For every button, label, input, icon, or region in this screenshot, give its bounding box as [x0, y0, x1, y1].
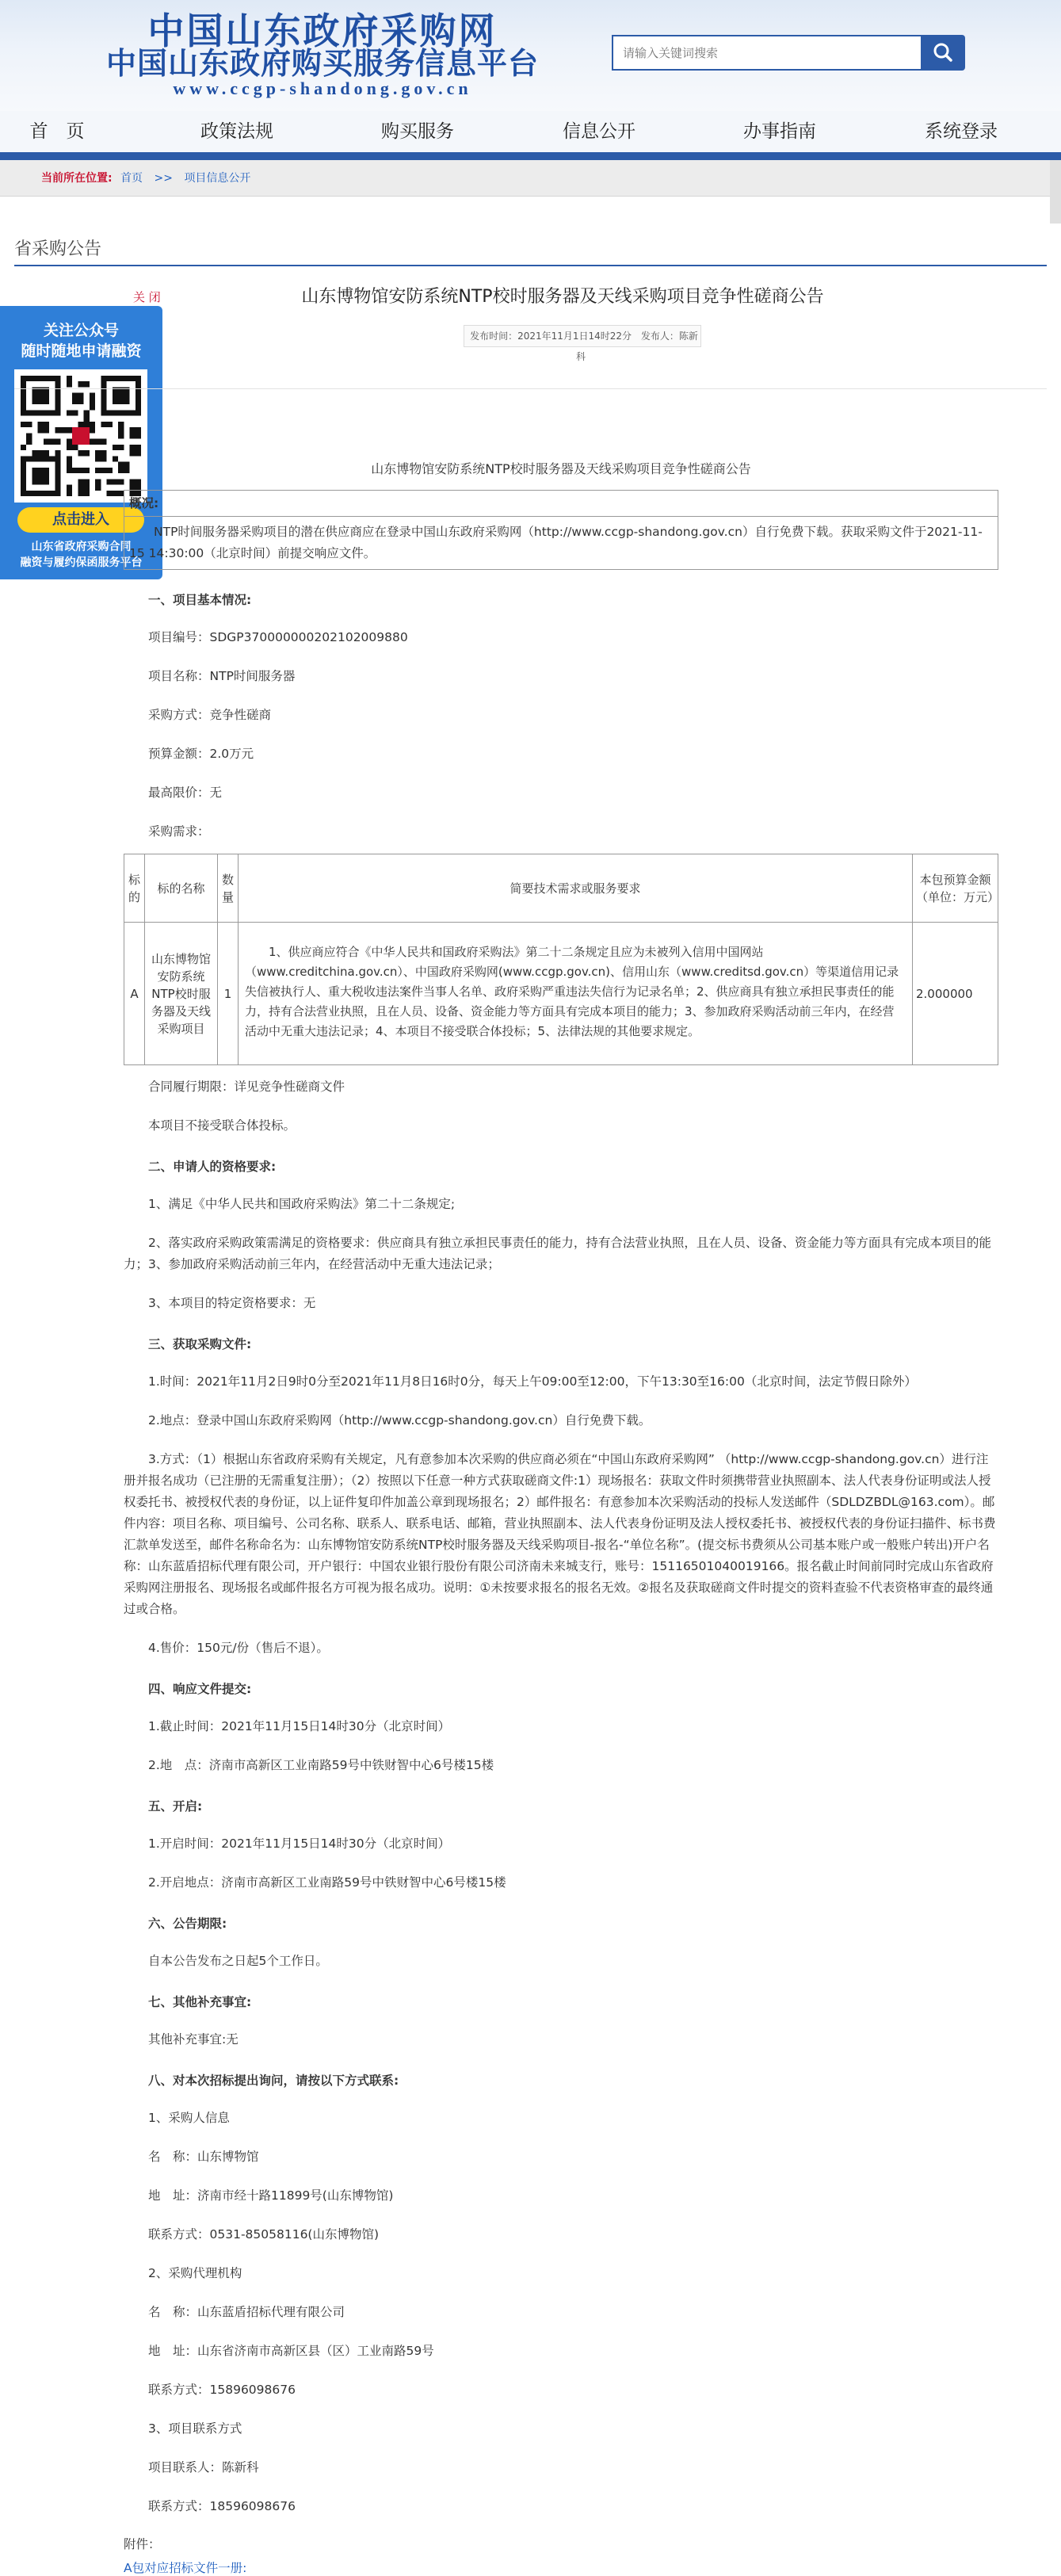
publisher: 发布人：陈新科 [575, 331, 698, 362]
qr-title-line2: 随时随地申请融资 [21, 342, 142, 360]
submit-place: 2.地 点：济南市高新区工业南路59号中铁财智中心6号楼15楼 [148, 1758, 494, 1772]
table-row [124, 923, 998, 1065]
breadcrumb-label: 当前所在位置: [41, 172, 113, 185]
close-qr-panel-link[interactable]: 关 闭 [133, 290, 161, 304]
buyer-contact: 联系方式：0531-85058116(山东博物馆) [148, 2227, 380, 2242]
site-logo[interactable] [89, 11, 556, 98]
scrollbar[interactable] [1050, 160, 1061, 224]
breadcrumb-bar [0, 160, 1050, 197]
table-cell-desc: 1、供应商应符合《中华人民共和国政府采购法》第二十二条规定且应为未被列入信用中国网站（www.creditchina.gov.cn）、中国政府采购网(www.ccgp.gov.cn)、信用山东（www.creditsd.gov.cn）等渠道信用记录失信被执行人、重大税收违法案件当事人名单、政府采购严重违法失信行为记录名单；2、供应商具有独立承担民事责任的能力，持有合法营业执照，且在人员、设备、资金能力等方面具有完成本项目的能力；3、参加政府采购活动前三年内，在经营活动中无重大违法记录；4、本项目不接受联合体投标；5、法律法规的其他要求规定。 [239, 923, 913, 1065]
main-nav [0, 111, 1061, 152]
table-header-desc: 简要技术需求或服务要求 [239, 854, 913, 923]
search-input[interactable] [612, 35, 921, 71]
open-place: 2.开启地点：济南市高新区工业南路59号中铁财智中心6号楼15楼 [148, 1875, 506, 1890]
qualification-1: 1、满足《中华人民共和国政府采购法》第二十二条规定; [148, 1197, 456, 1211]
procurement-method: 采购方式：竞争性磋商 [148, 708, 272, 722]
summary-box [124, 490, 998, 570]
nav-info-public[interactable]: 信息公开 [563, 121, 635, 142]
obtain-time: 1.时间：2021年11月2日9时0分至2021年11月8日16时0分，每天上午09:00至12:00，下午13:30至16:00（北京时间，法定节假日除外） [148, 1374, 917, 1389]
article-body [124, 460, 998, 2576]
article-meta [464, 325, 701, 362]
table-header-row [124, 854, 998, 923]
doc-title: 山东博物馆安防系统NTP校时服务器及天线采购项目竞争性磋商公告 [371, 461, 751, 476]
buyer-info-head: 1、采购人信息 [148, 2111, 230, 2125]
qualification-3: 3、本项目的特定资格要求：无 [148, 1296, 316, 1310]
nav-login[interactable]: 系统登录 [925, 121, 998, 142]
agent-info-head: 2、采购代理机构 [148, 2266, 242, 2280]
section-6-head: 六、公告期限: [148, 1917, 227, 1931]
qr-enter-button[interactable]: 点击进入 [17, 507, 144, 533]
project-contact-person: 项目联系人：陈新科 [148, 2460, 259, 2475]
obtain-method: 3.方式：（1）根据山东省政府采购有关规定，凡有意参加本次采购的供应商必须在“中国山东政府采购网” （http://www.ccgp-shandong.gov.cn）进行注册并报名成功（已注册的无需重复注册）；（2）按照以下任意一种方式获取磋商文件:1）现场报名：获取文件时须携带营业执照副本、法人代表身份证明或法人授权委托书、被授权代表的身份证，以上证件复印件加盖公章到现场报名；2）邮件报名：有意参加本次采购活动的投标人发送邮件（SDLDZBDL@163.com）。邮件内容：项目名称、项目编号、公司名称、联系人、联系电话、邮箱，营业执照副本、法人代表身份证明及法人授权委托书、被授权代表的身份证扫描件、标书费汇款单发送至，邮件名称命名为：山东博物馆安防系统NTP校时服务器及天线采购项目-报名-“单位名称”。(提交标书费须从公司基本账户或一般账户转出)开户名称：山东蓝盾招标代理有限公司，开户银行：中国农业银行股份有限公司济南未来城支行，账号：15116501040019166。报名截止时间前同时完成山东省政府采购网注册报名、现场报名或邮件报名方可视为报名成功。说明：①未按要求报名的报名无效。②报名及获取磋商文件时提交的资料查验不代表资格审查的最终通过或合格。 [124, 1452, 996, 1616]
qr-bottom-line2: 融资与履约保函服务平台 [20, 556, 143, 569]
attachment-label: 附件： [124, 2537, 161, 2551]
qualification-2: 2、落实政府采购政策需满足的资格要求：供应商具有独立承担民事责任的能力，持有合法营业执照，且在人员、设备、资金能力等方面具有完成本项目的能力；3、参加政府采购活动前三年内，在经营活动中无重大违法记录； [124, 1236, 991, 1271]
article-divider [14, 388, 1047, 389]
other-matters: 其他补充事宜:无 [148, 2032, 239, 2047]
section-underline [14, 265, 1047, 266]
notice-period: 自本公告发布之日起5个工作日。 [148, 1954, 328, 1968]
summary-head: 概况: [124, 494, 998, 517]
section-3-head: 三、获取采购文件: [148, 1337, 252, 1351]
publish-time: 发布时间：2021年11月1日14时22分 [470, 331, 632, 342]
table-header-lot: 标的 [124, 854, 145, 923]
buyer-address: 地 址：济南市经十路11899号(山东博物馆) [148, 2188, 394, 2203]
requirements-table [124, 854, 998, 1065]
submit-deadline: 1.截止时间：2021年11月15日14时30分（北京时间） [148, 1719, 451, 1733]
section-2-head: 二、申请人的资格要求: [148, 1160, 277, 1174]
section-title: 省采购公告 [14, 239, 102, 259]
search-icon [921, 35, 965, 71]
summary-body: NTP时间服务器采购项目的潜在供应商应在登录中国山东政府采购网（http://www.ccgp-shandong.gov.cn）自行免费下载。获取采购文件于2021-11-15 14:30:00（北京时间）前提交响应文件。 [129, 525, 983, 560]
qr-title-line1: 关注公众号 [43, 322, 119, 339]
project-number: 项目编号：SDGP370000000202102009880 [148, 630, 408, 644]
table-cell-lot: A [124, 923, 145, 1065]
breadcrumb-separator: >> [154, 172, 173, 185]
agent-name: 名 称：山东蓝盾招标代理有限公司 [148, 2305, 345, 2319]
section-4-head: 四、响应文件提交: [148, 1682, 252, 1696]
section-1-head: 一、项目基本情况: [148, 593, 252, 607]
no-consortium: 本项目不接受联合体投标。 [148, 1118, 296, 1133]
document-price: 4.售价：150元/份（售后不退）。 [148, 1641, 329, 1655]
table-header-name: 标的名称 [145, 854, 218, 923]
max-price: 最高限价：无 [148, 785, 223, 800]
site-header [0, 0, 1061, 111]
logo-line3: www.ccgp-shandong.gov.cn [173, 78, 472, 98]
article-title: 山东博物馆安防系统NTP校时服务器及天线采购项目竞争性磋商公告 [301, 287, 824, 307]
buyer-name: 名 称：山东博物馆 [148, 2150, 259, 2164]
logo-line2: 中国山东政府购买服务信息平台 [105, 45, 539, 81]
budget-amount: 预算金额：2.0万元 [148, 747, 254, 761]
nav-guide[interactable]: 办事指南 [743, 121, 816, 142]
nav-home[interactable]: 首 页 [29, 121, 85, 142]
agent-address: 地 址：山东省济南市高新区县（区）工业南路59号 [148, 2344, 434, 2358]
breadcrumb [41, 171, 250, 185]
table-header-qty: 数量 [218, 854, 239, 923]
project-name: 项目名称：NTP时间服务器 [148, 669, 296, 683]
section-8-head: 八、对本次招标提出询问，请按以下方式联系: [148, 2073, 399, 2088]
search-bar [612, 35, 965, 71]
contract-period: 合同履行期限：详见竞争性磋商文件 [148, 1080, 345, 1094]
table-header-budget: 本包预算金额（单位：万元） [913, 854, 998, 923]
section-5-head: 五、开启: [148, 1799, 203, 1814]
obtain-place: 2.地点：登录中国山东政府采购网（http://www.ccgp-shandong.gov.cn）自行免费下载。 [148, 1413, 651, 1428]
breadcrumb-current[interactable]: 项目信息公开 [184, 172, 251, 185]
open-time: 1.开启时间：2021年11月15日14时30分（北京时间） [148, 1836, 451, 1851]
requirements-label: 采购需求： [148, 824, 210, 839]
nav-policy[interactable]: 政策法规 [200, 121, 273, 142]
nav-divider [0, 152, 1061, 160]
table-cell-qty: 1 [218, 923, 239, 1065]
table-cell-name: 山东博物馆安防系统NTP校时服务器及天线采购项目 [145, 923, 218, 1065]
table-cell-budget: 2.000000 [913, 923, 998, 1065]
logo-line1: 中国山东政府采购网 [147, 10, 498, 52]
qr-bottom-line1: 山东省政府采购合同 [31, 541, 132, 553]
agent-contact: 联系方式：15896098676 [148, 2383, 296, 2397]
attachment-link[interactable]: A包对应招标文件一册: [124, 2561, 247, 2575]
project-contact-head: 3、项目联系方式 [148, 2421, 242, 2436]
project-contact-phone: 联系方式：18596098676 [148, 2499, 296, 2513]
breadcrumb-home[interactable]: 首页 [120, 172, 143, 185]
nav-purchase-service[interactable]: 购买服务 [381, 121, 454, 142]
section-7-head: 七、其他补充事宜: [148, 1995, 252, 2009]
search-button[interactable] [921, 35, 965, 71]
